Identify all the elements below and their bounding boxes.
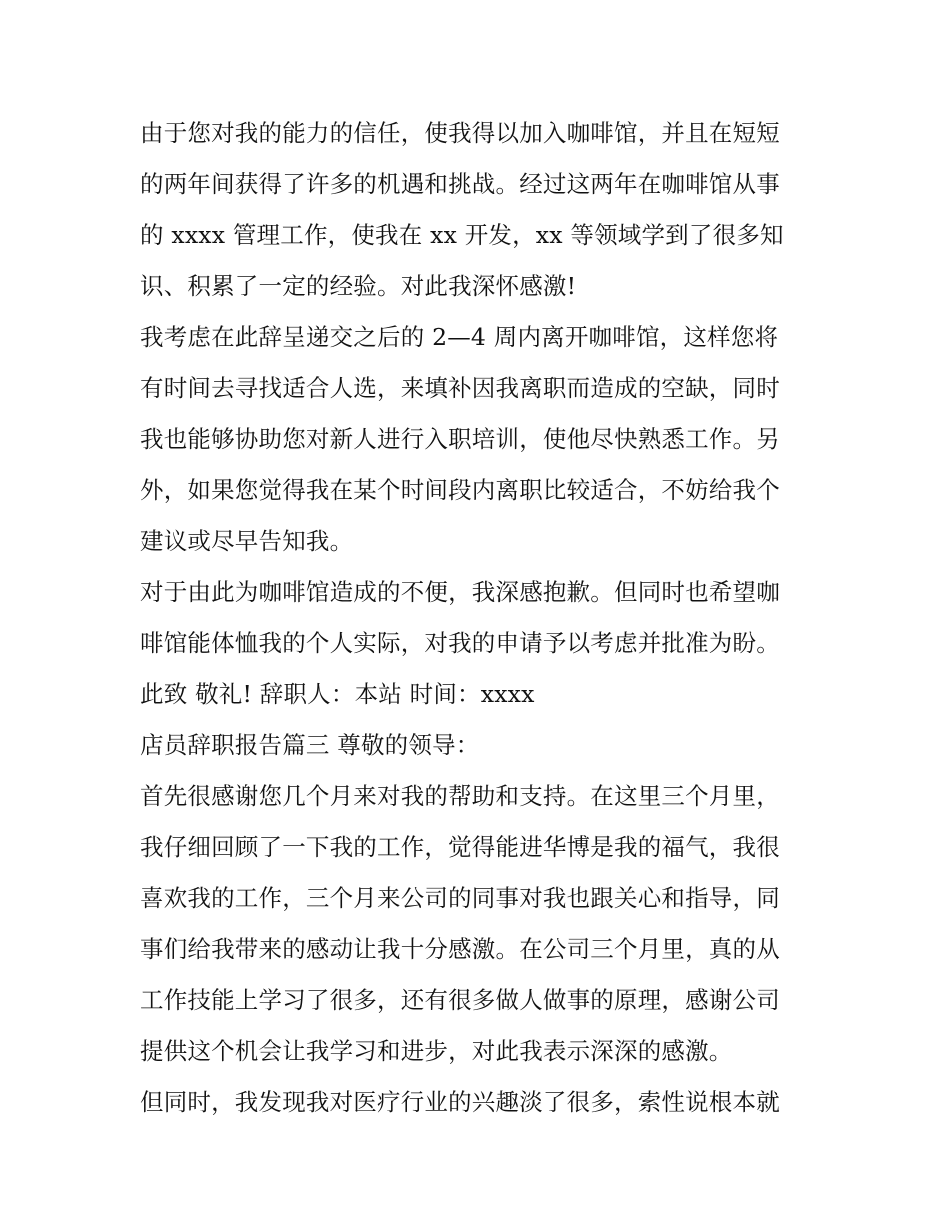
paragraph-line: 工作技能上学习了很多，还有很多做人做事的原理，感谢公司 bbox=[140, 986, 780, 1014]
paragraph-line: 识、积累了一定的经验。对此我深怀感激! bbox=[140, 272, 577, 300]
paragraph-line: 提供这个机会让我学习和进步，对此我表示深深的感激。 bbox=[140, 1037, 733, 1065]
section-heading: 店员辞职报告篇三 尊敬的领导： bbox=[140, 731, 480, 759]
paragraph-line: 我仔细回顾了一下我的工作，觉得能进华博是我的福气，我很 bbox=[140, 833, 780, 861]
paragraph-line: 由于您对我的能力的信任，使我得以加入咖啡馆，并且在短短 bbox=[140, 119, 780, 147]
closing-line: 此致 敬礼! 辞职人：本站 时间：xxxx bbox=[140, 680, 535, 708]
document-body bbox=[140, 108, 812, 1128]
paragraph-line: 建议或尽早告知我。 bbox=[140, 527, 354, 555]
paragraph-line: 的 xxxx 管理工作，使我在 xx 开发，xx 等领域学到了很多知 bbox=[140, 221, 784, 249]
paragraph-line: 事们给我带来的感动让我十分感激。在公司三个月里，真的从 bbox=[140, 935, 780, 963]
paragraph-line: 我也能够协助您对新人进行入职培训，使他尽快熟悉工作。另 bbox=[140, 425, 780, 453]
paragraph-line: 但同时，我发现我对医疗行业的兴趣淡了很多，索性说根本就 bbox=[140, 1088, 780, 1116]
paragraph-line: 外，如果您觉得我在某个时间段内离职比较适合，不妨给我个 bbox=[140, 476, 780, 504]
paragraph-line: 我考虑在此辞呈递交之后的 2—4 周内离开咖啡馆，这样您将 bbox=[140, 323, 779, 351]
paragraph-line: 首先很感谢您几个月来对我的帮助和支持。在这里三个月里， bbox=[140, 782, 780, 810]
paragraph-line: 对于由此为咖啡馆造成的不便，我深感抱歉。但同时也希望咖 bbox=[140, 578, 780, 606]
paragraph-line: 啡馆能体恤我的个人实际，对我的申请予以考虑并批准为盼。 bbox=[140, 629, 780, 657]
paragraph-line: 的两年间获得了许多的机遇和挑战。经过这两年在咖啡馆从事 bbox=[140, 170, 780, 198]
paragraph-line: 喜欢我的工作，三个月来公司的同事对我也跟关心和指导，同 bbox=[140, 884, 780, 912]
paragraph-line: 有时间去寻找适合人选，来填补因我离职而造成的空缺，同时 bbox=[140, 374, 780, 402]
